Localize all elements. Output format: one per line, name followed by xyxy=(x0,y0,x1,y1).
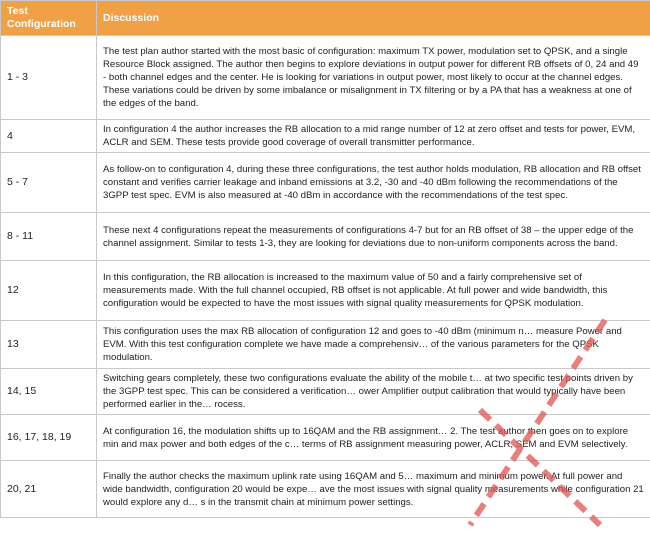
discussion-cell: In this configuration, the RB allocation is increased to the maximum value of 50 and a fairly comprehensive set of measurements made. With the full channel occupied, RB offset is not applicable. At full power and wide bandwidth, this configuration would be expected to have the most issues with signal quality measurements for QPSK modulation. xyxy=(97,261,650,321)
config-cell: 1 - 3 xyxy=(1,36,97,120)
discussion-cell: At configuration 16, the modulation shifts up to 16QAM and the RB assignment… 2. The test author then goes on to explore min and max power and both edges of the c… terms of RB assignment measuring power, ACLR, SEM and EVM selectively. xyxy=(97,415,650,461)
header-test-configuration: Test Configuration xyxy=(1,1,97,36)
table-row xyxy=(1,415,650,461)
discussion-cell: As follow-on to configuration 4, during these three configurations, the test author holds modulation, RB allocation and RB offset constant and verifies carrier leakage and inband emissions at 3.2, -30 and -40 dBm following the recommendations of the 3GPP test spec. EVM is also measured at -40 dBm in accordance with the recommendations of the test spec. xyxy=(97,153,650,213)
discussion-cell: In configuration 4 the author increases the RB allocation to a mid range number of 12 at zero offset and tests for power, EVM, ACLR and SEM. These tests provide good coverage of overall transmitter performance. xyxy=(97,120,650,153)
config-cell: 8 - 11 xyxy=(1,213,97,261)
discussion-cell: Finally the author checks the maximum uplink rate using 16QAM and 5… maximum and minimum power. At full power and wide bandwidth, configuration 20 would be expe… ave the most issues with signal quality measurements while configuration 21 would explore any d… s in the transmit chain at minimum power settings. xyxy=(97,461,650,518)
table-row xyxy=(1,36,650,120)
discussion-cell: Switching gears completely, these two configurations evaluate the ability of the mobile t… at two specific test points driven by the 3GPP test spec. This can be considered a verification… ower Amplifier output calibration that would typically have been performed earlier in the… rocess. xyxy=(97,369,650,415)
discussion-cell: The test plan author started with the most basic of configuration: maximum TX power, modulation set to QPSK, and a single Resource Block assigned. The author then begins to explore deviations in output power for different RB offsets of 0, 24 and 49 - both channel edges and the center. He is looking for variations in output power, most likely to occur at the channel edges. These variations could be driven by some imbalance or misalignment in TX filtering or by a PA that has a weakness at one of the edges of the band. xyxy=(97,36,650,120)
table-row xyxy=(1,213,650,261)
discussion-cell: This configuration uses the max RB allocation of configuration 12 and goes to -40 dBm (minimum n… measure Power and EVM. With this test configuration complete we have made a comprehensiv… of the various parameters for the QPSK modulation. xyxy=(97,321,650,369)
config-cell: 13 xyxy=(1,321,97,369)
table-row xyxy=(1,369,650,415)
config-cell: 16, 17, 18, 19 xyxy=(1,415,97,461)
table-header-row xyxy=(1,1,650,36)
config-cell: 4 xyxy=(1,120,97,153)
config-cell: 5 - 7 xyxy=(1,153,97,213)
header-discussion: Discussion xyxy=(97,1,650,36)
discussion-cell: These next 4 configurations repeat the measurements of configurations 4-7 but for an RB offset of 38 – the upper edge of the channel assignment. Similar to tests 1-3, they are looking for deviations due to non-uniform components across the band. xyxy=(97,213,650,261)
config-cell: 14, 15 xyxy=(1,369,97,415)
config-cell: 20, 21 xyxy=(1,461,97,518)
table-row xyxy=(1,261,650,321)
table-row xyxy=(1,321,650,369)
table-row xyxy=(1,461,650,518)
table-row xyxy=(1,153,650,213)
config-cell: 12 xyxy=(1,261,97,321)
table-row xyxy=(1,120,650,153)
